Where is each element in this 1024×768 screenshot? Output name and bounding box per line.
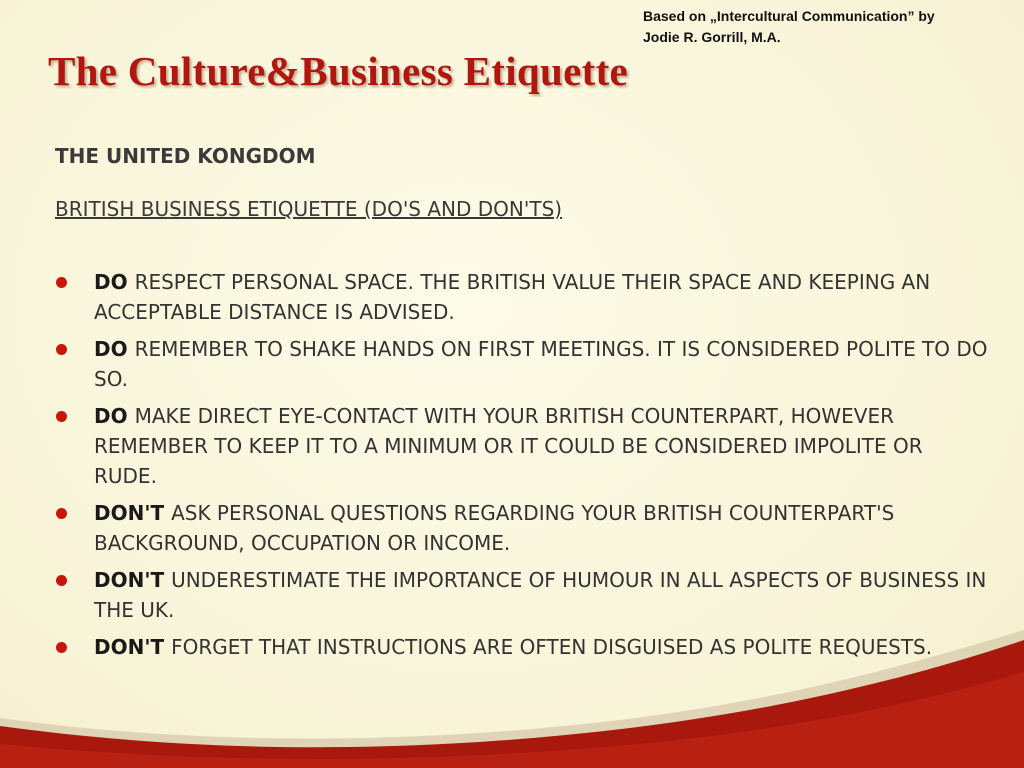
- rule-text: RESPECT PERSONAL SPACE. THE BRITISH VALUE THEIR SPACE AND KEEPING AN ACCEPTABLE DISTANCE IS ADVISED.: [94, 270, 931, 324]
- bullet-icon: [56, 508, 67, 519]
- list-item: [55, 267, 990, 327]
- rule-text: ASK PERSONAL QUESTIONS REGARDING YOUR BRITISH COUNTERPART'S BACKGROUND, OCCUPATION OR INCOME.: [94, 501, 895, 555]
- rule-keyword: DO: [94, 404, 135, 428]
- source-credit-line-2: Jodie R. Gorrill, M.A.: [643, 29, 781, 45]
- rule-text: UNDERESTIMATE THE IMPORTANCE OF HUMOUR IN ALL ASPECTS OF BUSINESS IN THE UK.: [94, 568, 987, 622]
- rule-keyword: DO: [94, 270, 135, 294]
- country-heading: THE UNITED KONGDOM: [55, 144, 316, 168]
- source-credit-line-1: Based on „Intercultural Communication” by: [643, 8, 935, 24]
- bullet-icon: [56, 411, 67, 422]
- footer-wave-decoration: [0, 628, 1024, 768]
- section-heading: BRITISH BUSINESS ETIQUETTE (DO'S AND DON'TS): [55, 197, 563, 221]
- list-item: [55, 498, 990, 558]
- list-item: [55, 334, 990, 394]
- rule-text: MAKE DIRECT EYE-CONTACT WITH YOUR BRITISH COUNTERPART, HOWEVER REMEMBER TO KEEP IT TO A MINIMUM OR IT COULD BE CONSIDERED IMPOLITE OR RUDE.: [94, 404, 923, 488]
- bullet-icon: [56, 344, 67, 355]
- bullet-icon: [56, 277, 67, 288]
- rule-text: REMEMBER TO SHAKE HANDS ON FIRST MEETINGS. IT IS CONSIDERED POLITE TO DO SO.: [94, 337, 988, 391]
- etiquette-list: [55, 267, 990, 669]
- list-item: [55, 401, 990, 491]
- list-item: [55, 565, 990, 625]
- rule-keyword: DON'T: [94, 568, 172, 592]
- rule-text: FORGET THAT INSTRUCTIONS ARE OFTEN DISGUISED AS POLITE REQUESTS.: [171, 635, 933, 659]
- bullet-icon: [56, 575, 67, 586]
- source-credit: [643, 6, 1013, 48]
- rule-keyword: DO: [94, 337, 135, 361]
- rule-keyword: DON'T: [94, 501, 172, 525]
- rule-keyword: DON'T: [94, 635, 172, 659]
- slide-title: The Culture&Business Etiquette: [48, 48, 629, 94]
